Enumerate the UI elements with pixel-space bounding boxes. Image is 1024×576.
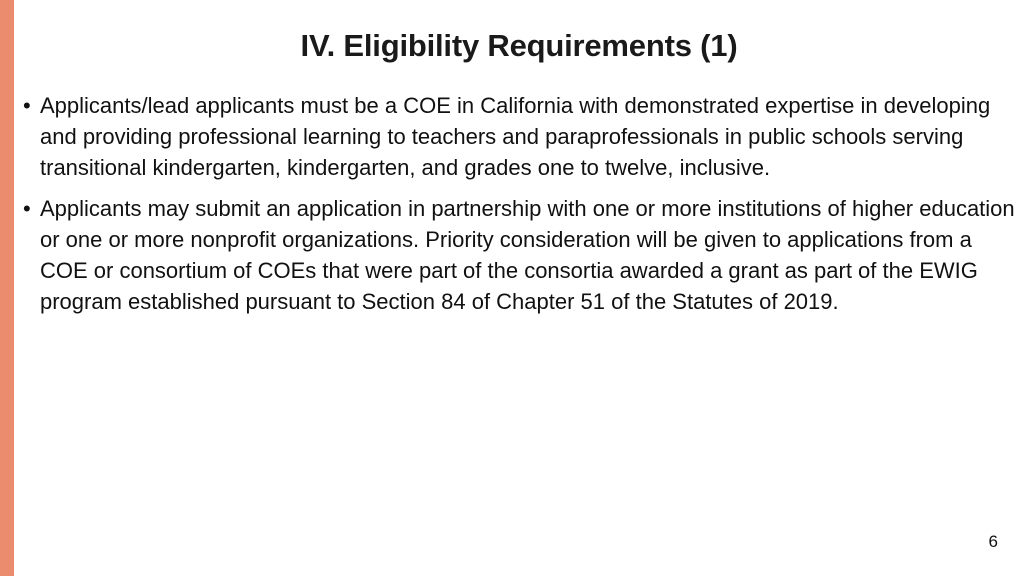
bullet-item-partnership <box>20 193 1020 317</box>
page-number: 6 <box>988 532 998 551</box>
bullet-marker: • <box>23 196 31 221</box>
slide-title: IV. Eligibility Requirements (1) <box>300 28 738 63</box>
bullet-list <box>20 90 1020 327</box>
accent-bar <box>0 0 14 576</box>
bullet-text: Applicants may submit an application in partnership with one or more institutions of higher education or one or more nonprofit organizations. Priority consideration will be given to applications from a COE or consortium of COEs that were part of the consortia awarded a grant as part of the EWIG program established pursuant to Section 84 of Chapter 51 of the Statutes of 2019. <box>40 196 1015 314</box>
bullet-text: Applicants/lead applicants must be a COE in California with demonstrated expertise in developing and providing professional learning to teachers and paraprofessionals in public schools serving transitional kindergarten, kindergarten, and grades one to twelve, inclusive. <box>40 93 991 180</box>
bullet-item-eligibility <box>20 90 1020 183</box>
bullet-marker: • <box>23 93 31 118</box>
